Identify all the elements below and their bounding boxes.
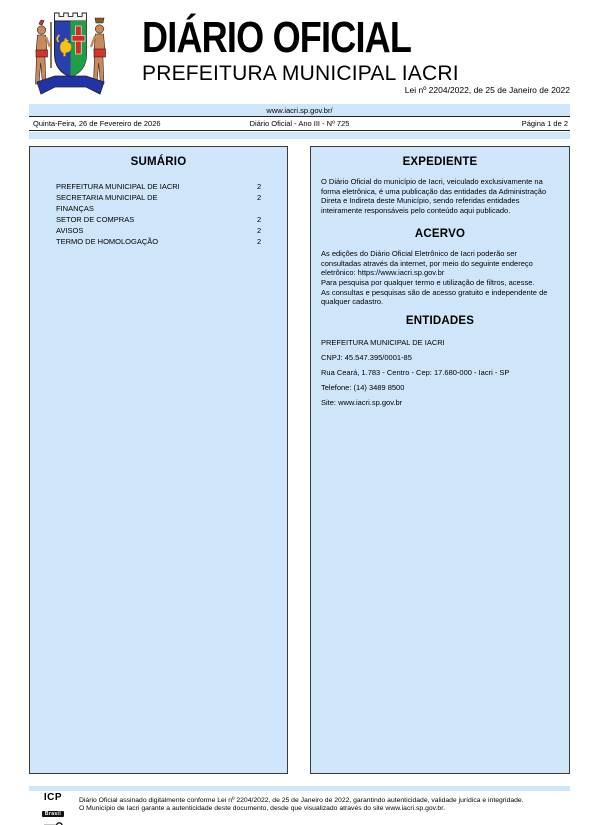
summary-item-page: 2 <box>257 215 262 224</box>
acervo-text: As edições do Diário Oficial Eletrônico de Iacri poderão ser consultadas através da internet, por meio do seguinte endereço eletrônico: https://www.iacri.sp.gov.br Para pesquisa por qualquer termo e utilização de filtros, acesse. As consultas e pesquisas são de acesso gratuito e independente de qualquer cadastro. <box>321 248 548 307</box>
acervo-title: ACERVO <box>414 227 466 240</box>
expediente-text: O Diário Oficial do município de Iacri, veiculado exclusivamente na forma eletrônica, é uma publicação das entidades da Administração Direta e Indireta deste Município, sendo referidas entidades inteiramente responsáveis pelo conteúdo aqui publicado. <box>321 177 547 216</box>
edition-meta-bar <box>29 118 570 131</box>
signature-notice <box>79 797 559 813</box>
summary-list <box>56 181 273 247</box>
signature-notice-line2: O Município de Iacri garante a autenticidade deste documento, desde que visualizado através do site www.iacri.sp.gov.br. <box>79 804 445 812</box>
summary-item-label: PREFEITURA MUNICIPAL DE IACRI <box>56 182 180 191</box>
edition-date: Quinta-Feira, 26 de Fevereiro de 2026 <box>33 119 161 128</box>
summary-item <box>56 225 273 236</box>
summary-title: SUMÁRIO <box>130 156 187 168</box>
summary-item-label: SECRETARIA MUNICIPAL DE FINANÇAS <box>56 193 158 213</box>
entity-name: PREFEITURA MUNICIPAL DE IACRI <box>321 338 445 348</box>
summary-item-label: TERMO DE HOMOLOGAÇÃO <box>56 237 159 246</box>
summary-item-label: AVISOS <box>56 226 84 235</box>
icp-brasil-logo <box>35 794 71 825</box>
coat-of-arms-icon <box>27 6 115 103</box>
law-reference: Lei nº 2204/2022, de 25 de Janeiro de 2022 <box>404 85 570 95</box>
summary-item-page: 2 <box>257 193 262 202</box>
expediente-panel <box>310 146 570 774</box>
municipal-crest-icon <box>27 6 115 103</box>
website-bar: www.iacri.sp.gov.br/ <box>29 104 570 117</box>
accent-bar-bottom <box>29 786 570 791</box>
entidades-title: ENTIDADES <box>405 315 475 328</box>
signature-notice-line1: Diário Oficial assinado digitalmente conforme Lei nº 2204/2022, de 25 de Janeiro de 2022, garantindo autenticidade, validade jurídica e integridade. <box>79 797 524 804</box>
masthead <box>142 13 470 86</box>
accent-bar-top <box>29 132 570 139</box>
entity-list <box>321 338 559 407</box>
icp-label: ICP <box>43 792 63 803</box>
entity-site: Site: www.iacri.sp.gov.br <box>321 398 403 408</box>
entity-phone: Telefone: (14) 3489 8500 <box>321 383 405 393</box>
summary-item <box>56 214 273 225</box>
summary-item-page: 2 <box>257 237 262 246</box>
gazette-subtitle: PREFEITURA MUNICIPAL IACRI <box>142 62 459 85</box>
expediente-title: EXPEDIENTE <box>402 156 478 168</box>
gazette-title: DIÁRIO OFICIAL <box>142 13 412 62</box>
key-icon <box>42 821 64 825</box>
entity-cnpj: CNPJ: 45.547.395/0001-85 <box>321 353 412 363</box>
summary-item-label: SETOR DE COMPRAS <box>56 215 135 224</box>
summary-item <box>56 192 273 214</box>
entity-address: Rua Ceará, 1.783 - Centro - Cep: 17.680-000 - Iacri - SP <box>321 368 510 378</box>
summary-item-page: 2 <box>257 226 262 235</box>
summary-item <box>56 181 273 192</box>
summary-item <box>56 236 273 247</box>
icp-sublabel: Brasil <box>42 811 64 817</box>
page-indicator: Página 1 de 2 <box>521 119 568 128</box>
summary-item-page: 2 <box>257 182 262 191</box>
summary-panel <box>29 146 288 774</box>
edition-number: Diário Oficial - Ano III - Nº 725 <box>249 119 350 128</box>
